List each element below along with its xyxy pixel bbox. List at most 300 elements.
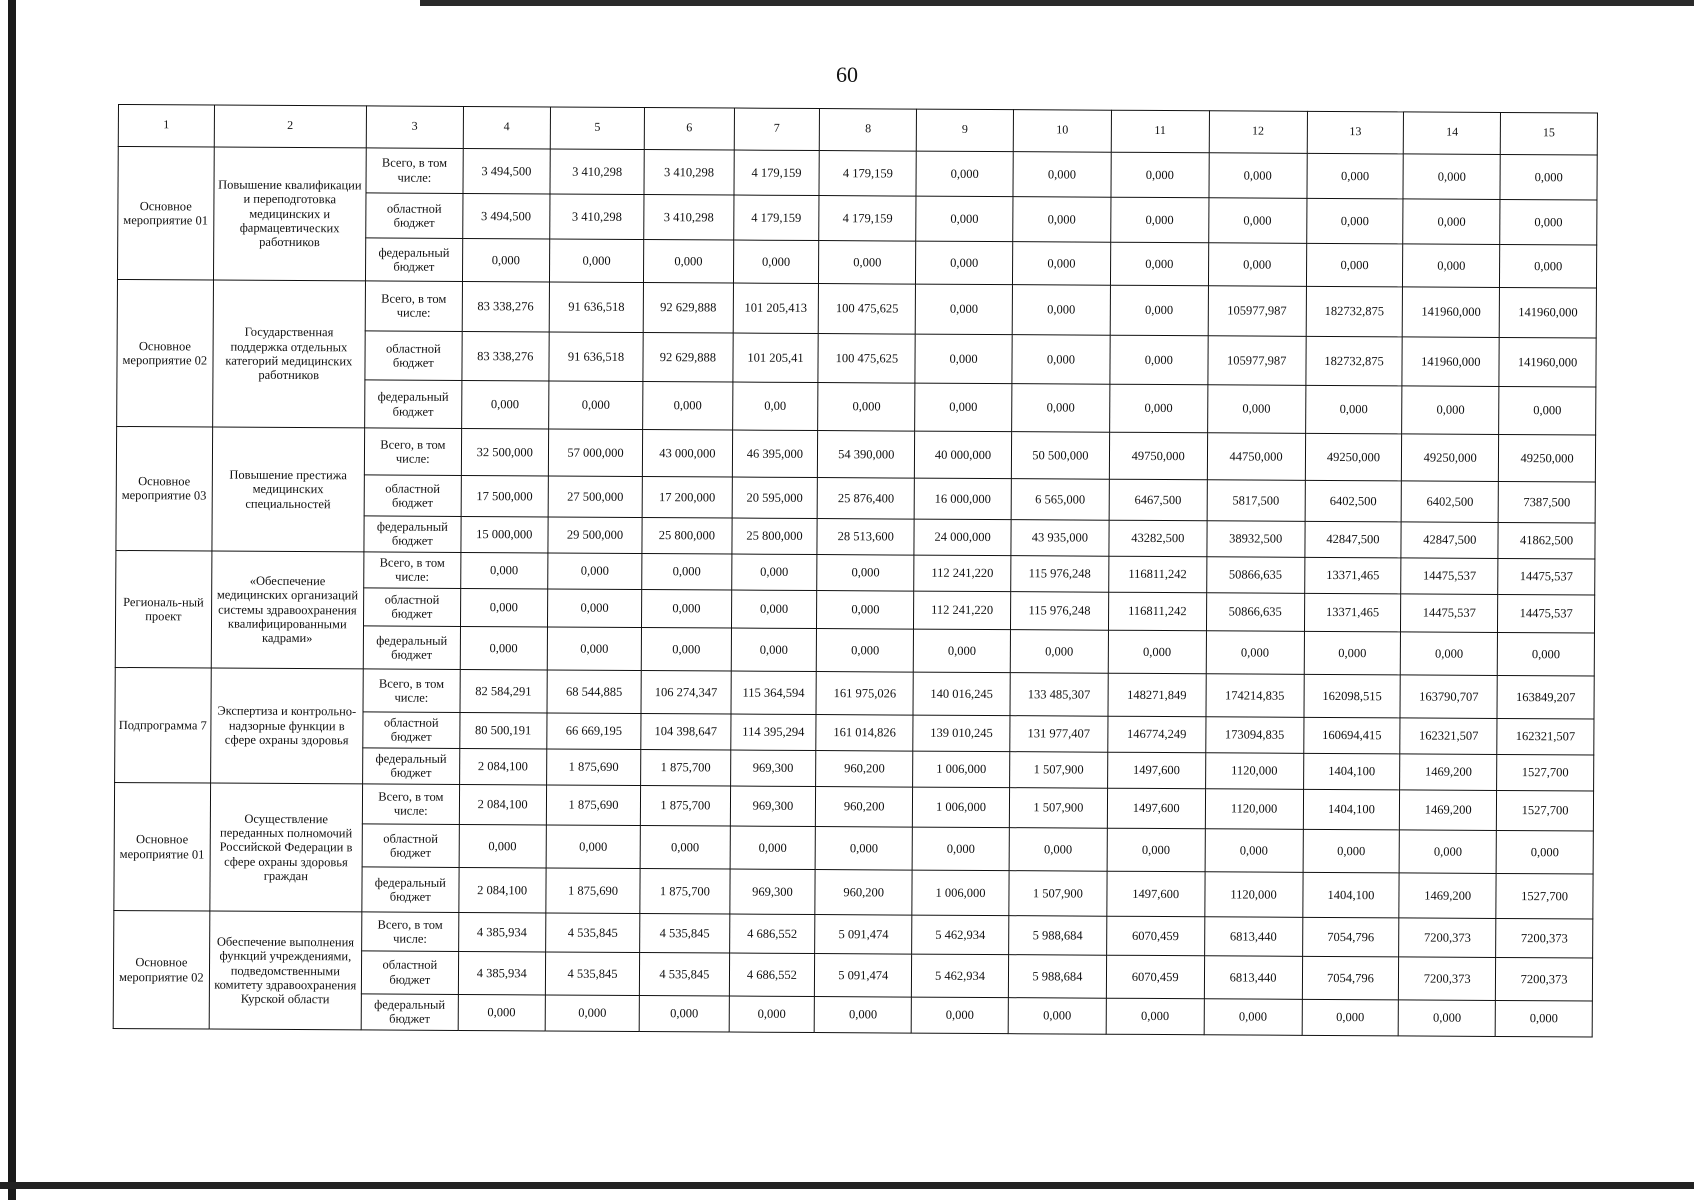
amount-cell: 1 006,000	[913, 787, 1010, 828]
amount-cell: 969,300	[729, 869, 815, 915]
scan-left-edge	[8, 0, 16, 1200]
amount-cell: 49250,000	[1305, 433, 1402, 481]
amount-cell: 0,000	[1399, 1000, 1496, 1037]
amount-cell: 162098,515	[1304, 674, 1401, 717]
funding-source-cell: федеральный бюджет	[361, 994, 458, 1031]
amount-cell: 133 485,307	[1010, 673, 1108, 716]
amount-cell: 1497,600	[1107, 871, 1205, 917]
amount-cell: 100 475,625	[819, 284, 916, 334]
amount-cell: 0,000	[547, 553, 642, 589]
funding-source-cell: федеральный бюджет	[363, 626, 460, 669]
amount-cell: 83 338,276	[462, 282, 549, 332]
amount-cell: 1120,000	[1205, 788, 1303, 829]
amount-cell: 7054,796	[1302, 956, 1399, 999]
amount-cell: 163790,707	[1400, 675, 1497, 718]
amount-cell: 14475,537	[1498, 594, 1595, 633]
amount-cell: 101 205,413	[733, 283, 819, 333]
table-row	[117, 280, 1596, 338]
amount-cell: 0,000	[1010, 630, 1108, 673]
table-row	[116, 550, 1595, 594]
activity-type-cell: Основное мероприятие 02	[117, 280, 214, 427]
column-header: 4	[463, 106, 550, 148]
amount-cell: 0,000	[816, 827, 913, 870]
amount-cell: 1404,100	[1302, 873, 1399, 919]
amount-cell: 0,000	[1208, 243, 1306, 286]
amount-cell: 54 390,000	[818, 430, 915, 478]
scan-top-edge	[420, 0, 1694, 6]
amount-cell: 0,000	[643, 382, 732, 430]
amount-cell: 1 875,690	[546, 785, 641, 826]
amount-cell: 960,200	[815, 870, 912, 916]
column-header: 10	[1013, 110, 1111, 152]
amount-cell: 0,000	[1306, 198, 1403, 244]
amount-cell: 14475,537	[1401, 594, 1498, 633]
amount-cell: 161 975,026	[816, 672, 913, 715]
amount-cell: 0,000	[640, 826, 729, 869]
amount-cell: 5 091,474	[815, 953, 912, 996]
amount-cell: 3 410,298	[644, 194, 733, 240]
amount-cell: 0,000	[916, 196, 1013, 242]
amount-cell: 0,000	[1402, 386, 1499, 434]
amount-cell: 0,000	[1012, 242, 1110, 285]
amount-cell: 0,000	[642, 553, 731, 589]
amount-cell: 0,000	[1111, 197, 1209, 243]
amount-cell: 112 241,220	[914, 555, 1011, 591]
activity-type-cell: Основное мероприятие 01	[117, 146, 213, 280]
amount-cell: 1497,600	[1107, 752, 1205, 788]
amount-cell: 0,000	[460, 627, 547, 670]
column-header: 8	[820, 109, 917, 151]
amount-cell: 160694,415	[1303, 717, 1400, 753]
amount-cell: 116811,242	[1108, 592, 1206, 631]
amount-cell: 4 179,159	[819, 195, 916, 241]
amount-cell: 0,000	[1013, 197, 1111, 243]
amount-cell: 0,000	[639, 995, 728, 1032]
amount-cell: 4 686,552	[729, 914, 815, 953]
amount-cell: 0,000	[460, 588, 547, 627]
amount-cell: 105977,987	[1208, 286, 1306, 336]
funding-source-cell: областной бюджет	[361, 951, 458, 994]
amount-cell: 0,000	[912, 827, 1009, 870]
amount-cell: 131 977,407	[1010, 716, 1108, 752]
amount-cell: 0,000	[1012, 285, 1110, 335]
amount-cell: 41862,500	[1498, 522, 1595, 558]
column-header: 3	[366, 106, 463, 148]
amount-cell: 0,000	[1008, 997, 1106, 1034]
amount-cell: 0,00	[732, 382, 818, 430]
amount-cell: 7200,373	[1399, 957, 1496, 1000]
amount-cell: 0,000	[1307, 153, 1404, 199]
amount-cell: 0,000	[549, 239, 644, 282]
amount-cell: 0,000	[817, 629, 914, 672]
amount-cell: 6467,500	[1109, 480, 1207, 521]
table-row	[114, 782, 1593, 831]
amount-cell: 0,000	[1500, 245, 1597, 288]
funding-source-cell: Всего, в том числе:	[362, 912, 459, 951]
table-row	[116, 426, 1595, 482]
amount-cell: 0,000	[642, 589, 731, 628]
amount-cell: 2 084,100	[459, 748, 546, 784]
amount-cell: 17 500,000	[461, 476, 548, 517]
amount-cell: 100 475,625	[818, 333, 915, 383]
amount-cell: 1497,600	[1107, 788, 1205, 829]
amount-cell: 91 636,518	[549, 332, 644, 382]
activity-name-cell: «Обеспечение медицинских организаций системы здравоохранения квалифицированными кадрами»	[211, 551, 364, 669]
amount-cell: 14475,537	[1401, 558, 1498, 594]
amount-cell: 5 988,684	[1008, 954, 1106, 997]
amount-cell: 0,000	[548, 381, 643, 429]
amount-cell: 6 565,000	[1011, 479, 1109, 520]
amount-cell: 174214,835	[1206, 674, 1304, 717]
funding-source-cell: Всего, в том числе:	[364, 428, 461, 476]
amount-cell: 139 010,245	[913, 715, 1010, 751]
table-row	[114, 911, 1593, 958]
amount-cell: 80 500,191	[460, 712, 547, 748]
amount-cell: 4 385,934	[458, 913, 545, 952]
amount-cell: 0,000	[1401, 632, 1498, 675]
amount-cell: 1527,700	[1497, 754, 1594, 790]
funding-source-cell: Всего, в том числе:	[365, 281, 462, 331]
amount-cell: 0,000	[915, 284, 1012, 334]
amount-cell: 0,000	[733, 240, 819, 283]
column-header: 5	[550, 107, 645, 149]
amount-cell: 0,000	[458, 994, 545, 1031]
activity-name-cell: Повышение квалификации и переподготовка медицинских и фармацевтических работников	[213, 147, 366, 281]
table-row	[118, 146, 1597, 200]
amount-cell: 7200,373	[1496, 957, 1593, 1000]
amount-cell: 1 006,000	[912, 870, 1009, 916]
amount-cell: 1120,000	[1205, 753, 1303, 789]
funding-source-cell: Всего, в том числе:	[363, 669, 460, 712]
amount-cell: 13371,465	[1304, 593, 1401, 632]
funding-source-cell: Всего, в том числе:	[364, 552, 461, 588]
amount-cell: 40 000,000	[915, 431, 1012, 479]
amount-cell: 25 800,000	[642, 517, 731, 553]
amount-cell: 116811,242	[1109, 556, 1207, 592]
column-header: 9	[916, 109, 1013, 151]
amount-cell: 173094,835	[1206, 717, 1304, 753]
amount-cell: 0,000	[1109, 385, 1207, 433]
amount-cell: 50866,635	[1206, 592, 1304, 631]
amount-cell: 0,000	[911, 997, 1008, 1034]
funding-source-cell: федеральный бюджет	[364, 516, 461, 552]
amount-cell: 960,200	[816, 786, 913, 827]
amount-cell: 7387,500	[1498, 482, 1595, 523]
funding-source-cell: Всего, в том числе:	[362, 784, 459, 825]
amount-cell: 14475,537	[1498, 558, 1595, 594]
activity-name-cell: Экспертиза и контрольно-надзорные функции в сфере охраны здоровья	[210, 668, 363, 784]
amount-cell: 115 976,248	[1010, 591, 1108, 630]
amount-cell: 1 875,690	[546, 749, 641, 785]
amount-cell: 1 875,700	[641, 785, 730, 826]
amount-cell: 0,000	[1205, 829, 1303, 872]
amount-cell: 29 500,000	[548, 517, 643, 553]
amount-cell: 50 500,000	[1011, 432, 1109, 480]
amount-cell: 5 462,934	[912, 954, 1009, 997]
amount-cell: 16 000,000	[914, 478, 1011, 519]
column-header: 11	[1111, 110, 1209, 152]
table-sheet	[113, 104, 1598, 1038]
amount-cell: 112 241,220	[914, 591, 1011, 630]
amount-cell: 141960,000	[1499, 288, 1596, 338]
amount-cell: 4 535,845	[640, 914, 729, 953]
amount-cell: 1 507,900	[1009, 871, 1107, 917]
amount-cell: 0,000	[1403, 154, 1500, 200]
amount-cell: 66 669,195	[547, 713, 642, 749]
column-header: 1	[118, 105, 214, 147]
amount-cell: 115 976,248	[1011, 555, 1109, 591]
amount-cell: 0,000	[460, 552, 547, 588]
activity-type-cell: Подпрограмма 7	[115, 667, 211, 782]
amount-cell: 4 179,159	[819, 150, 916, 196]
amount-cell: 0,000	[546, 825, 641, 868]
amount-cell: 68 544,885	[547, 670, 642, 713]
amount-cell: 44750,000	[1207, 433, 1305, 481]
amount-cell: 0,000	[1306, 243, 1403, 286]
amount-cell: 0,000	[1107, 828, 1205, 871]
amount-cell: 13371,465	[1304, 557, 1401, 593]
amount-cell: 141960,000	[1403, 287, 1500, 337]
amount-cell: 46 395,000	[732, 430, 818, 478]
amount-cell: 0,000	[644, 240, 733, 283]
amount-cell: 6402,500	[1401, 481, 1498, 522]
amount-cell: 0,000	[1013, 151, 1111, 197]
amount-cell: 969,300	[730, 750, 816, 786]
amount-cell: 0,000	[547, 589, 642, 628]
amount-cell: 5 091,474	[815, 915, 912, 954]
funding-source-cell: областной бюджет	[362, 824, 459, 867]
amount-cell: 0,000	[817, 590, 914, 629]
amount-cell: 0,000	[461, 381, 548, 429]
amount-cell: 163849,207	[1497, 675, 1594, 718]
amount-cell: 50866,635	[1206, 557, 1304, 593]
amount-cell: 141960,000	[1499, 337, 1596, 387]
amount-cell: 1 507,900	[1010, 751, 1108, 787]
amount-cell: 0,000	[819, 241, 916, 284]
amount-cell: 82 584,291	[460, 669, 547, 712]
amount-cell: 1 875,700	[641, 749, 730, 785]
amount-cell: 0,000	[1495, 1000, 1592, 1037]
amount-cell: 3 410,298	[549, 194, 644, 240]
amount-cell: 5 462,934	[912, 915, 1009, 954]
amount-cell: 43282,500	[1109, 520, 1207, 556]
amount-cell: 0,000	[1403, 244, 1500, 287]
amount-cell: 1 875,690	[546, 868, 641, 914]
amount-cell: 7200,373	[1496, 919, 1593, 958]
funding-source-cell: областной бюджет	[364, 475, 461, 516]
amount-cell: 115 364,594	[730, 671, 816, 714]
amount-cell: 0,000	[915, 334, 1012, 384]
amount-cell: 0,000	[916, 151, 1013, 197]
amount-cell: 182732,875	[1305, 336, 1402, 386]
amount-cell: 182732,875	[1306, 286, 1403, 336]
amount-cell: 106 274,347	[641, 671, 730, 714]
amount-cell: 0,000	[545, 995, 640, 1032]
amount-cell: 0,000	[1012, 334, 1110, 384]
amount-cell: 0,000	[1111, 152, 1209, 198]
activity-type-cell: Основное мероприятие 03	[116, 426, 212, 551]
amount-cell: 83 338,276	[462, 331, 549, 381]
activity-name-cell: Обеспечение выполнения функций учреждениями, подведомственными комитету здравоохранения Курской области	[209, 911, 362, 1029]
amount-cell: 43 000,000	[643, 429, 732, 477]
amount-cell: 1 875,700	[640, 869, 729, 915]
amount-cell: 0,000	[1500, 154, 1597, 200]
amount-cell: 28 513,600	[817, 518, 914, 554]
amount-cell: 7200,373	[1399, 918, 1496, 957]
amount-cell: 105977,987	[1208, 336, 1306, 386]
amount-cell: 141960,000	[1402, 337, 1499, 387]
amount-cell: 162321,507	[1497, 718, 1594, 754]
column-header: 7	[734, 108, 820, 150]
amount-cell: 91 636,518	[549, 282, 644, 332]
amount-cell: 43 935,000	[1011, 520, 1109, 556]
amount-cell: 0,000	[1012, 384, 1110, 432]
amount-cell: 161 014,826	[816, 714, 913, 750]
amount-cell: 27 500,000	[548, 476, 643, 517]
amount-cell: 1469,200	[1400, 790, 1497, 831]
amount-cell: 148271,849	[1108, 673, 1206, 716]
funding-source-cell: федеральный бюджет	[362, 867, 459, 913]
budget-table	[113, 104, 1598, 1038]
activity-name-cell: Осуществление переданных полномочий Российской Федерации в сфере охраны здоровья граждан	[210, 783, 363, 913]
amount-cell: 0,000	[916, 241, 1013, 284]
amount-cell: 146774,249	[1108, 716, 1206, 752]
funding-source-cell: федеральный бюджет	[365, 380, 462, 428]
amount-cell: 4 535,845	[545, 952, 640, 995]
amount-cell: 57 000,000	[548, 429, 643, 477]
funding-source-cell: областной бюджет	[365, 331, 462, 381]
funding-source-cell: Всего, в том числе:	[366, 148, 463, 194]
amount-cell: 140 016,245	[913, 672, 1010, 715]
amount-cell: 0,000	[915, 384, 1012, 432]
amount-cell: 7054,796	[1302, 918, 1399, 957]
amount-cell: 969,300	[730, 786, 816, 827]
amount-cell: 0,000	[1110, 285, 1208, 335]
amount-cell: 5 988,684	[1009, 916, 1107, 955]
amount-cell: 0,000	[1496, 831, 1593, 874]
amount-cell: 960,200	[816, 750, 913, 786]
amount-cell: 1120,000	[1205, 872, 1303, 918]
amount-cell: 0,000	[1209, 153, 1307, 199]
amount-cell: 0,000	[1403, 199, 1500, 245]
table-row	[115, 667, 1594, 718]
amount-cell: 162321,507	[1400, 718, 1497, 754]
amount-cell: 0,000	[1207, 385, 1305, 433]
amount-cell: 101 205,41	[732, 333, 818, 383]
amount-cell: 2 084,100	[459, 868, 546, 914]
amount-cell: 1404,100	[1303, 789, 1400, 830]
amount-cell: 42847,500	[1305, 521, 1402, 557]
amount-cell: 4 179,159	[733, 195, 819, 241]
column-header: 14	[1404, 112, 1501, 154]
amount-cell: 0,000	[547, 627, 642, 670]
amount-cell: 4 179,159	[733, 150, 819, 196]
amount-cell: 6402,500	[1305, 481, 1402, 522]
amount-cell: 0,000	[731, 590, 817, 629]
amount-cell: 0,000	[1110, 335, 1208, 385]
amount-cell: 4 535,845	[545, 913, 640, 952]
amount-cell: 20 595,000	[732, 477, 818, 518]
activity-type-cell: Основное мероприятие 01	[114, 782, 210, 911]
funding-source-cell: федеральный бюджет	[365, 238, 462, 281]
amount-cell: 25 800,000	[731, 518, 817, 554]
amount-cell: 3 410,298	[644, 149, 733, 195]
amount-cell: 0,000	[1108, 630, 1206, 673]
funding-source-cell: областной бюджет	[366, 193, 463, 239]
amount-cell: 1469,200	[1400, 754, 1497, 790]
amount-cell: 0,000	[729, 996, 815, 1033]
activity-type-cell: Региональ-ный проект	[115, 550, 211, 668]
amount-cell: 6813,440	[1204, 917, 1302, 956]
amount-cell: 104 398,647	[641, 713, 730, 749]
column-header: 15	[1500, 112, 1597, 154]
amount-cell: 25 876,400	[818, 478, 915, 519]
amount-cell: 5817,500	[1207, 480, 1305, 521]
amount-cell: 6070,459	[1106, 917, 1204, 956]
funding-source-cell: областной бюджет	[363, 588, 460, 627]
amount-cell: 0,000	[1399, 830, 1496, 873]
amount-cell: 4 535,845	[640, 952, 729, 995]
amount-cell: 0,000	[1497, 633, 1594, 676]
amount-cell: 1404,100	[1303, 753, 1400, 789]
amount-cell: 0,000	[1208, 198, 1306, 244]
amount-cell: 1 507,900	[1009, 787, 1107, 828]
amount-cell: 0,000	[1302, 999, 1399, 1036]
amount-cell: 0,000	[1500, 199, 1597, 245]
amount-cell: 0,000	[462, 239, 549, 282]
amount-cell: 49250,000	[1402, 434, 1499, 482]
amount-cell: 1527,700	[1496, 874, 1593, 920]
amount-cell: 0,000	[818, 383, 915, 431]
amount-cell: 0,000	[1206, 631, 1304, 674]
amount-cell: 0,000	[1499, 387, 1596, 435]
amount-cell: 1527,700	[1496, 790, 1593, 831]
funding-source-cell: областной бюджет	[363, 712, 460, 748]
amount-cell: 114 395,294	[730, 714, 816, 750]
activity-type-cell: Основное мероприятие 02	[113, 911, 209, 1029]
amount-cell: 4 385,934	[458, 951, 545, 994]
column-header: 2	[214, 105, 366, 148]
amount-cell: 24 000,000	[914, 519, 1011, 555]
amount-cell: 0,000	[1305, 386, 1402, 434]
amount-cell: 0,000	[1303, 830, 1400, 873]
amount-cell: 1469,200	[1399, 873, 1496, 919]
amount-cell: 3 494,500	[462, 193, 549, 239]
amount-cell: 3 410,298	[550, 149, 645, 195]
column-header: 6	[645, 108, 734, 150]
amount-cell: 1 006,000	[913, 751, 1010, 787]
amount-cell: 49750,000	[1109, 432, 1207, 480]
scan-bottom-edge	[0, 1182, 1694, 1189]
amount-cell: 0,000	[731, 554, 817, 590]
column-header: 12	[1209, 111, 1307, 153]
amount-cell: 4 686,552	[729, 953, 815, 996]
amount-cell: 0,000	[913, 629, 1010, 672]
amount-cell: 2 084,100	[459, 784, 546, 825]
activity-name-cell: Повышение престижа медицинских специальностей	[212, 427, 365, 552]
activity-name-cell: Государственная поддержка отдельных категорий медицинских работников	[212, 280, 365, 428]
amount-cell: 0,000	[1110, 242, 1208, 285]
column-header: 13	[1307, 111, 1404, 153]
amount-cell: 0,000	[1009, 828, 1107, 871]
amount-cell: 0,000	[1106, 998, 1204, 1035]
amount-cell: 0,000	[815, 996, 912, 1033]
amount-cell: 0,000	[730, 826, 816, 869]
amount-cell: 6070,459	[1106, 955, 1204, 998]
amount-cell: 92 629,888	[643, 332, 732, 382]
page-number: 60	[836, 62, 858, 87]
funding-source-cell: федеральный бюджет	[363, 748, 460, 784]
